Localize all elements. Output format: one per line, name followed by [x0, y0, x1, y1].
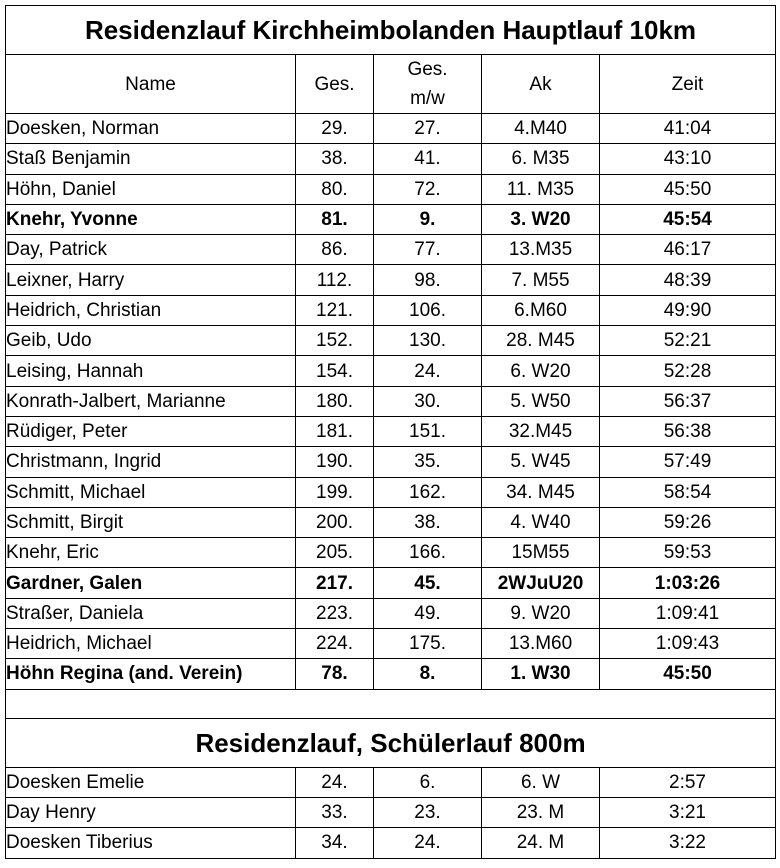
results-table-body: [6, 6, 776, 859]
ges-mw-cell: 77.: [374, 235, 482, 265]
ges-mw-cell: 45.: [374, 568, 482, 598]
zeit-cell: 46:17: [600, 235, 776, 265]
ges-cell: 112.: [296, 265, 374, 295]
table-row: [6, 767, 776, 797]
name-cell: Doesken Emelie: [6, 767, 296, 797]
zeit-cell: 45:50: [600, 659, 776, 689]
name-cell: Staß Benjamin: [6, 144, 296, 174]
spacer-cell: [6, 689, 776, 718]
zeit-cell: 52:21: [600, 326, 776, 356]
ges-cell: 217.: [296, 568, 374, 598]
name-cell: Rüdiger, Peter: [6, 416, 296, 446]
ges-mw-cell: 6.: [374, 767, 482, 797]
name-cell: Day, Patrick: [6, 235, 296, 265]
table-row: [6, 797, 776, 827]
name-cell: Christmann, Ingrid: [6, 447, 296, 477]
ges-mw-cell: 41.: [374, 144, 482, 174]
ges-mw-cell: 130.: [374, 326, 482, 356]
ak-cell: 6. M35: [482, 144, 600, 174]
name-cell: Gardner, Galen: [6, 568, 296, 598]
ges-cell: 24.: [296, 767, 374, 797]
table-row: [6, 295, 776, 325]
ak-cell: 9. W20: [482, 598, 600, 628]
ak-cell: 23. M: [482, 797, 600, 827]
name-cell: Schmitt, Birgit: [6, 507, 296, 537]
ges-mw-cell: 24.: [374, 828, 482, 858]
ges-cell: 200.: [296, 507, 374, 537]
header-name: Name: [6, 55, 296, 114]
ak-cell: 6. W: [482, 767, 600, 797]
ak-cell: 4.M40: [482, 114, 600, 144]
zeit-cell: 43:10: [600, 144, 776, 174]
table-row: [6, 447, 776, 477]
ak-cell: 13.M60: [482, 629, 600, 659]
ak-cell: 11. M35: [482, 174, 600, 204]
ak-cell: 7. M55: [482, 265, 600, 295]
ak-cell: 5. W50: [482, 386, 600, 416]
name-cell: Doesken Tiberius: [6, 828, 296, 858]
zeit-cell: 49:90: [600, 295, 776, 325]
ges-cell: 180.: [296, 386, 374, 416]
ges-mw-cell: 24.: [374, 356, 482, 386]
ges-cell: 121.: [296, 295, 374, 325]
name-cell: Geib, Udo: [6, 326, 296, 356]
name-cell: Day Henry: [6, 797, 296, 827]
ak-cell: 28. M45: [482, 326, 600, 356]
ges-mw-cell: 49.: [374, 598, 482, 628]
table-row: [6, 629, 776, 659]
ges-cell: 224.: [296, 629, 374, 659]
zeit-cell: 56:37: [600, 386, 776, 416]
name-cell: Leixner, Harry: [6, 265, 296, 295]
zeit-cell: 2:57: [600, 767, 776, 797]
ges-mw-cell: 98.: [374, 265, 482, 295]
ges-mw-cell: 106.: [374, 295, 482, 325]
table-row: [6, 507, 776, 537]
main-title: Residenzlauf Kirchheimbolanden Hauptlauf 10km: [6, 6, 776, 55]
ges-cell: 152.: [296, 326, 374, 356]
table-row: [6, 114, 776, 144]
table-row: [6, 598, 776, 628]
ges-mw-cell: 175.: [374, 629, 482, 659]
ges-mw-cell: 162.: [374, 477, 482, 507]
ges-cell: 38.: [296, 144, 374, 174]
ges-mw-cell: 72.: [374, 174, 482, 204]
header-row: [6, 55, 776, 114]
name-cell: Doesken, Norman: [6, 114, 296, 144]
ak-cell: 3. W20: [482, 204, 600, 234]
zeit-cell: 57:49: [600, 447, 776, 477]
zeit-cell: 58:54: [600, 477, 776, 507]
header-ges-mw: [374, 55, 482, 114]
ak-cell: 24. M: [482, 828, 600, 858]
zeit-cell: 1:09:41: [600, 598, 776, 628]
table-row: [6, 416, 776, 446]
ges-mw-cell: 23.: [374, 797, 482, 827]
ges-cell: 81.: [296, 204, 374, 234]
ak-cell: 34. M45: [482, 477, 600, 507]
zeit-cell: 59:53: [600, 538, 776, 568]
zeit-cell: 45:54: [600, 204, 776, 234]
zeit-cell: 52:28: [600, 356, 776, 386]
ges-cell: 154.: [296, 356, 374, 386]
zeit-cell: 3:22: [600, 828, 776, 858]
ges-mw-cell: 8.: [374, 659, 482, 689]
ak-cell: 6.M60: [482, 295, 600, 325]
ak-cell: 6. W20: [482, 356, 600, 386]
ges-mw-cell: 9.: [374, 204, 482, 234]
zeit-cell: 45:50: [600, 174, 776, 204]
zeit-cell: 3:21: [600, 797, 776, 827]
ak-cell: 5. W45: [482, 447, 600, 477]
ges-cell: 34.: [296, 828, 374, 858]
name-cell: Schmitt, Michael: [6, 477, 296, 507]
ges-mw-cell: 166.: [374, 538, 482, 568]
header-ak: Ak: [482, 55, 600, 114]
header-ges-mw-line1: Ges.: [407, 59, 448, 80]
name-cell: Knehr, Yvonne: [6, 204, 296, 234]
zeit-cell: 48:39: [600, 265, 776, 295]
header-ges-mw-line2: m/w: [410, 88, 445, 109]
main-title-row: [6, 6, 776, 55]
table-row: [6, 568, 776, 598]
second-title-row: [6, 718, 776, 767]
table-row: [6, 477, 776, 507]
name-cell: Knehr, Eric: [6, 538, 296, 568]
name-cell: Höhn, Daniel: [6, 174, 296, 204]
table-row: [6, 144, 776, 174]
ges-cell: 78.: [296, 659, 374, 689]
zeit-cell: 59:26: [600, 507, 776, 537]
name-cell: Höhn Regina (and. Verein): [6, 659, 296, 689]
table-row: [6, 204, 776, 234]
zeit-cell: 1:09:43: [600, 629, 776, 659]
ges-mw-cell: 35.: [374, 447, 482, 477]
ges-cell: 223.: [296, 598, 374, 628]
ges-cell: 29.: [296, 114, 374, 144]
spacer-row: [6, 689, 776, 718]
ak-cell: 15M55: [482, 538, 600, 568]
table-row: [6, 356, 776, 386]
table-row: [6, 659, 776, 689]
table-row: [6, 828, 776, 858]
results-table: [5, 5, 776, 859]
table-row: [6, 235, 776, 265]
name-cell: Heidrich, Christian: [6, 295, 296, 325]
ges-mw-cell: 151.: [374, 416, 482, 446]
header-zeit: Zeit: [600, 55, 776, 114]
zeit-cell: 56:38: [600, 416, 776, 446]
header-ges: Ges.: [296, 55, 374, 114]
table-row: [6, 326, 776, 356]
ges-cell: 205.: [296, 538, 374, 568]
ges-cell: 199.: [296, 477, 374, 507]
table-row: [6, 174, 776, 204]
name-cell: Straßer, Daniela: [6, 598, 296, 628]
ges-cell: 33.: [296, 797, 374, 827]
ak-cell: 1. W30: [482, 659, 600, 689]
zeit-cell: 1:03:26: [600, 568, 776, 598]
name-cell: Leising, Hannah: [6, 356, 296, 386]
name-cell: Heidrich, Michael: [6, 629, 296, 659]
zeit-cell: 41:04: [600, 114, 776, 144]
ges-mw-cell: 30.: [374, 386, 482, 416]
ak-cell: 4. W40: [482, 507, 600, 537]
ak-cell: 2WJuU20: [482, 568, 600, 598]
ges-cell: 80.: [296, 174, 374, 204]
ges-mw-cell: 27.: [374, 114, 482, 144]
table-row: [6, 386, 776, 416]
ges-cell: 181.: [296, 416, 374, 446]
second-title: Residenzlauf, Schülerlauf 800m: [6, 718, 776, 767]
ges-mw-cell: 38.: [374, 507, 482, 537]
table-row: [6, 265, 776, 295]
ges-cell: 86.: [296, 235, 374, 265]
ak-cell: 32.M45: [482, 416, 600, 446]
table-row: [6, 538, 776, 568]
ak-cell: 13.M35: [482, 235, 600, 265]
ges-cell: 190.: [296, 447, 374, 477]
name-cell: Konrath-Jalbert, Marianne: [6, 386, 296, 416]
